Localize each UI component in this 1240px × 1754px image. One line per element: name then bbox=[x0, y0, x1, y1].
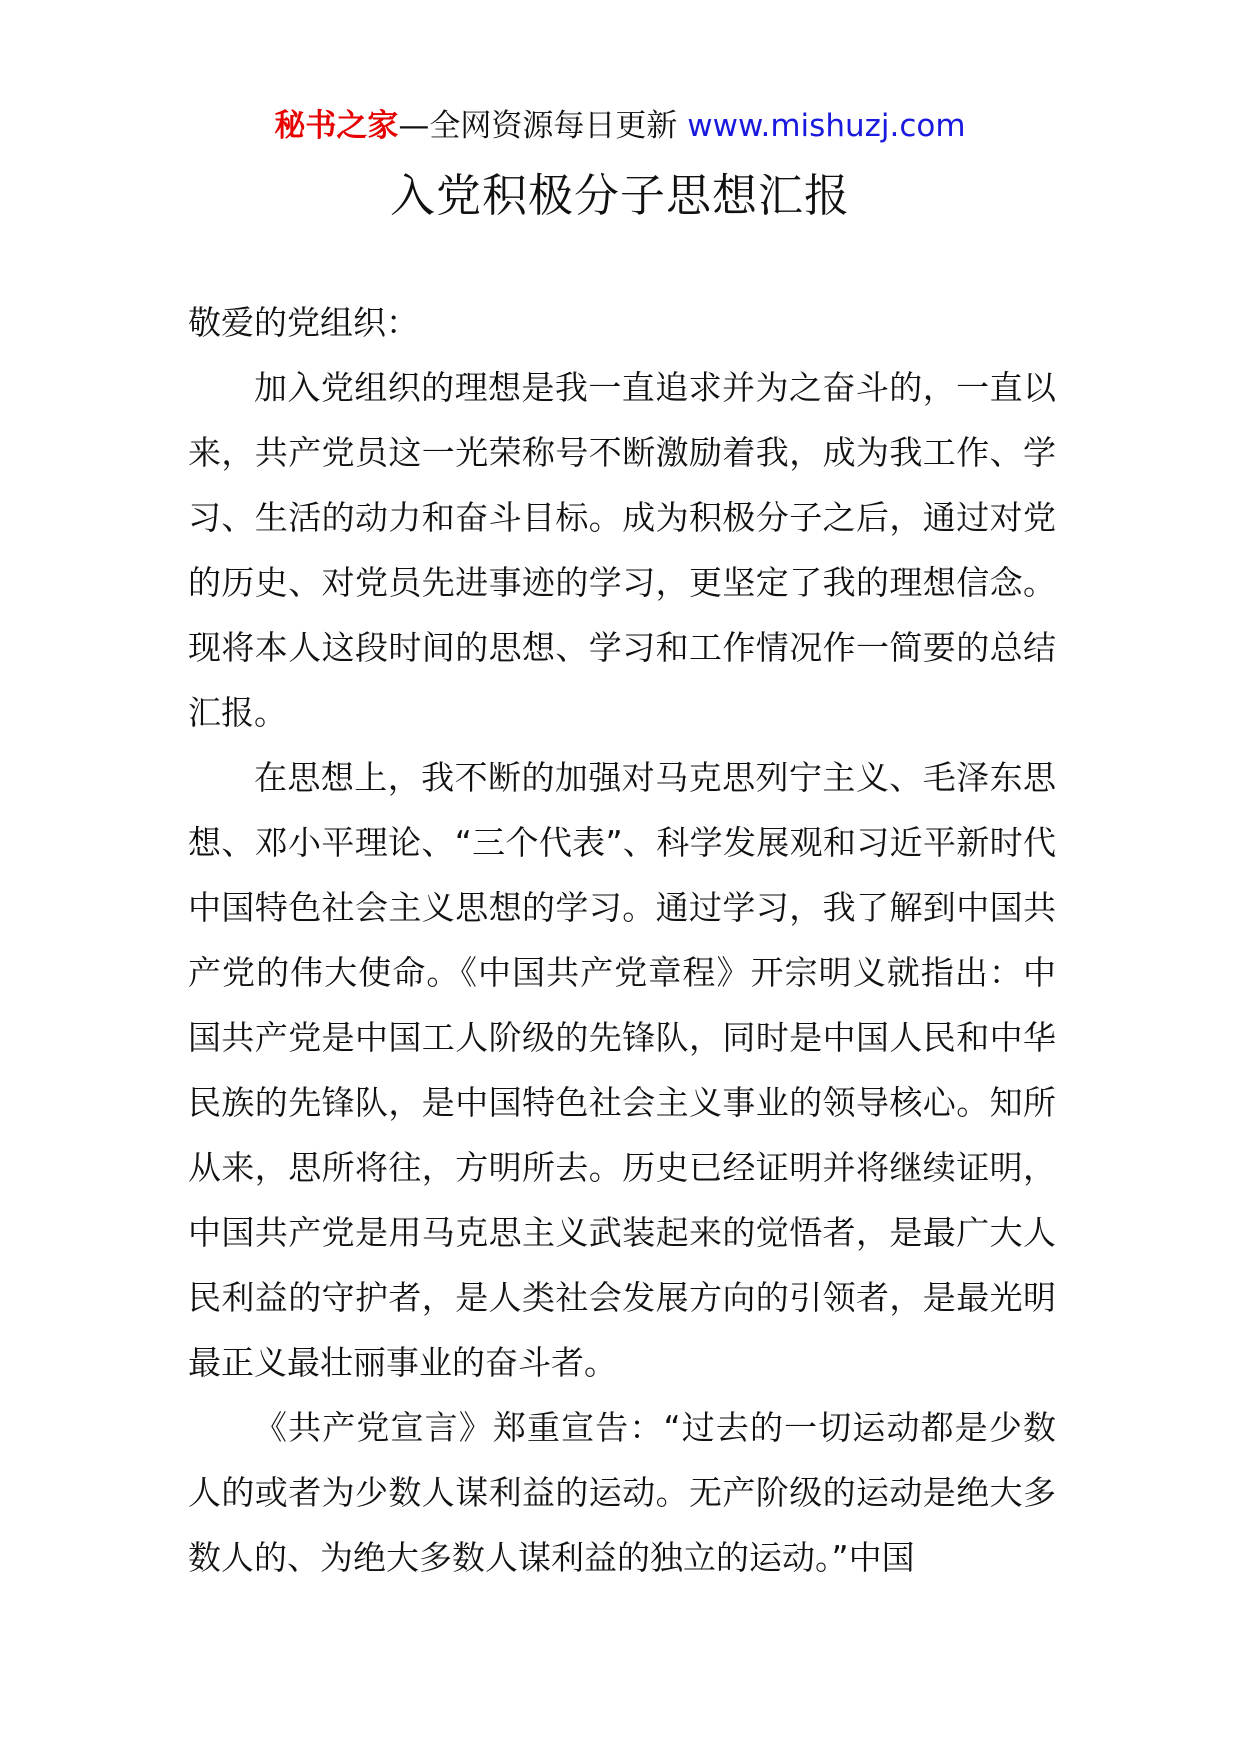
document-title: 入党积极分子思想汇报 bbox=[389, 169, 850, 222]
paragraph-2: 在思想上，我不断的加强对马克思列宁主义、毛泽东思想、邓小平理论、“三个代表”、科学发展观和习近平新时代中国特色社会主义思想的学习。通过学习，我了解到中国共产党的伟大使命。《中国共产党章程》开宗明义就指出：中国共产党是中国工人阶级的先锋队，同时是中国人民和中华民族的先锋队，是中国特色社会主义事业的领导核心。知所从来，思所将往，方明所去。历史已经证明并将继续证明，中国共产党是用马克思主义武装起来的觉悟者，是最广大人民利益的守护者，是人类社会发展方向的引领者，是最光明最正义最壮丽事业的奋斗者。 bbox=[188, 758, 1056, 1382]
site-url-link[interactable]: www.mishuzj.com bbox=[687, 108, 966, 144]
brand-name: 秘书之家 bbox=[274, 108, 399, 144]
salutation: 敬爱的党组织： bbox=[188, 303, 419, 342]
site-header bbox=[0, 104, 1240, 148]
document-body bbox=[188, 290, 1056, 1590]
paragraph-3: 《共产党宣言》郑重宣告：“过去的一切运动都是少数人的或者为少数人谋利益的运动。无产阶级的运动是绝大多数人的、为绝大多数人谋利益的独立的运动。”中国 bbox=[188, 1408, 1056, 1577]
paragraph-1: 加入党组织的理想是我一直追求并为之奋斗的，一直以来，共产党员这一光荣称号不断激励着我，成为我工作、学习、生活的动力和奋斗目标。成为积极分子之后，通过对党的历史、对党员先进事迹的学习，更坚定了我的理想信念。现将本人这段时间的思想、学习和工作情况作一简要的总结汇报。 bbox=[188, 368, 1056, 732]
header-tagline: —全网资源每日更新 bbox=[398, 108, 678, 144]
